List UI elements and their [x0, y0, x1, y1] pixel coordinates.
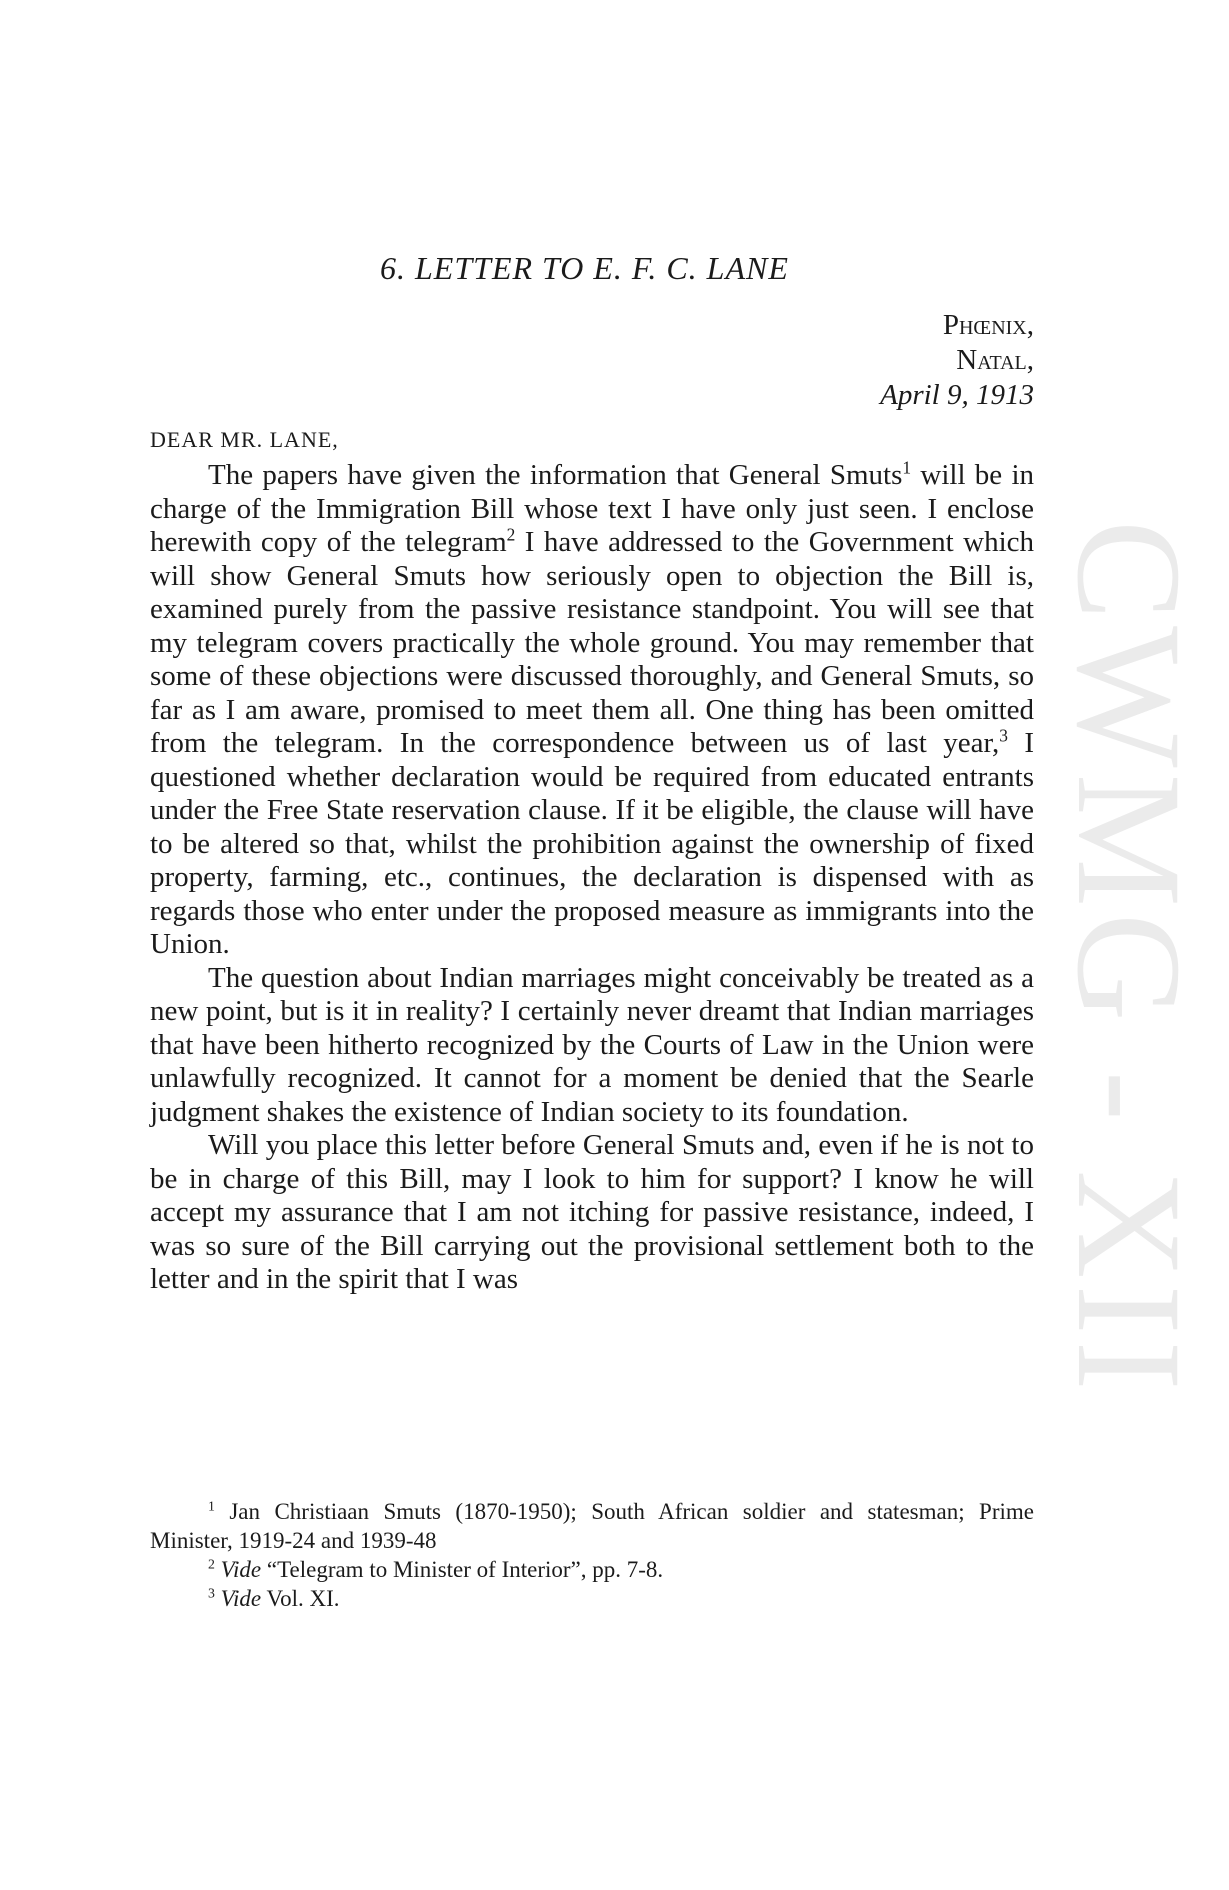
footnote-3-mark: 3 [208, 1585, 215, 1601]
paragraph-1-part-a: The papers have given the information that General Smuts [208, 459, 903, 491]
paragraph-1-part-c: I have addressed to the Government which will show General Smuts how seriously open to objection the Bill is, examined purely from the passive resistance standpoint. You will see that my telegram covers practically the whole ground. You may remember that some of these objections were discussed thoroughly, and General Smuts, so far as I am aware, promised to meet them all. One thing has been omitted from the telegram. In the correspondence between us of last year, [150, 526, 1035, 759]
salutation: DEAR MR. LANE, [150, 427, 339, 452]
letter-date: April 9, 1913 [880, 379, 1034, 411]
footnote-3 [150, 1584, 1034, 1613]
footnote-2 [150, 1555, 1034, 1584]
footnote-1-text: Jan Christiaan Smuts (1870-1950); South African soldier and statesman; Prime Minister, 1919-24 and 1939-48 [150, 1499, 1034, 1553]
watermark [1040, 520, 1229, 1500]
footnote-1-mark: 1 [208, 1498, 215, 1514]
paragraph-1-part-d: I questioned whether declaration would be required from educated entrants under the Free State reservation clause. If it be eligible, the clause will have to be altered so that, whilst the prohibition against the ownership of fixed property, farming, etc., continues, the declaration is dispensed with as regards those who enter under the proposed measure as immigrants into the Union. [150, 727, 1034, 960]
address-place: Phœnix, [942, 309, 1034, 341]
footnote-ref-3: 3 [999, 725, 1008, 746]
footnote-ref-2: 2 [506, 524, 516, 545]
watermark-text: CWMG - XII [1046, 520, 1212, 1397]
paragraph-3: Will you place this letter before General Smuts and, even if he is not to be in charge of this Bill, may I look to him for support? I know he will accept my assurance that I am not itching for passive resistance, indeed, I was so sure of the Bill carrying out the provisional settlement both to the letter and in the spirit that I was [150, 1129, 1034, 1295]
footnote-2-text: “Telegram to Minister of Interior”, pp. 7-8. [261, 1557, 664, 1582]
address-region: Natal, [956, 344, 1034, 376]
footnote-3-text: Vol. XI. [261, 1586, 340, 1611]
paragraph-1 [150, 459, 1034, 962]
paragraph-2: The question about Indian marriages might conceivably be treated as a new point, but is it in reality? I certainly never dreamt that Indian marriages that have been hitherto recognized by the Courts of Law in the Union were unlawfully recognized. It cannot for a moment be denied that the Searle judgment shakes the existence of Indian society to its foundation. [150, 961, 1034, 1128]
page-title: 6. LETTER TO E. F. C. LANE [380, 250, 789, 286]
address-block [880, 308, 1034, 413]
footnote-1 [150, 1497, 1034, 1555]
footnote-3-vide: Vide [220, 1586, 262, 1611]
footnote-ref-1: 1 [902, 457, 912, 478]
footnote-2-mark: 2 [208, 1556, 215, 1572]
footnotes [150, 1497, 1034, 1613]
footnote-2-vide: Vide [220, 1557, 262, 1582]
letter-body [150, 459, 1034, 1297]
paragraph-1-part-b: will be in charge of the Immigration Bill whose text I have only just seen. I enclose herewith copy of the telegram [150, 459, 1035, 558]
